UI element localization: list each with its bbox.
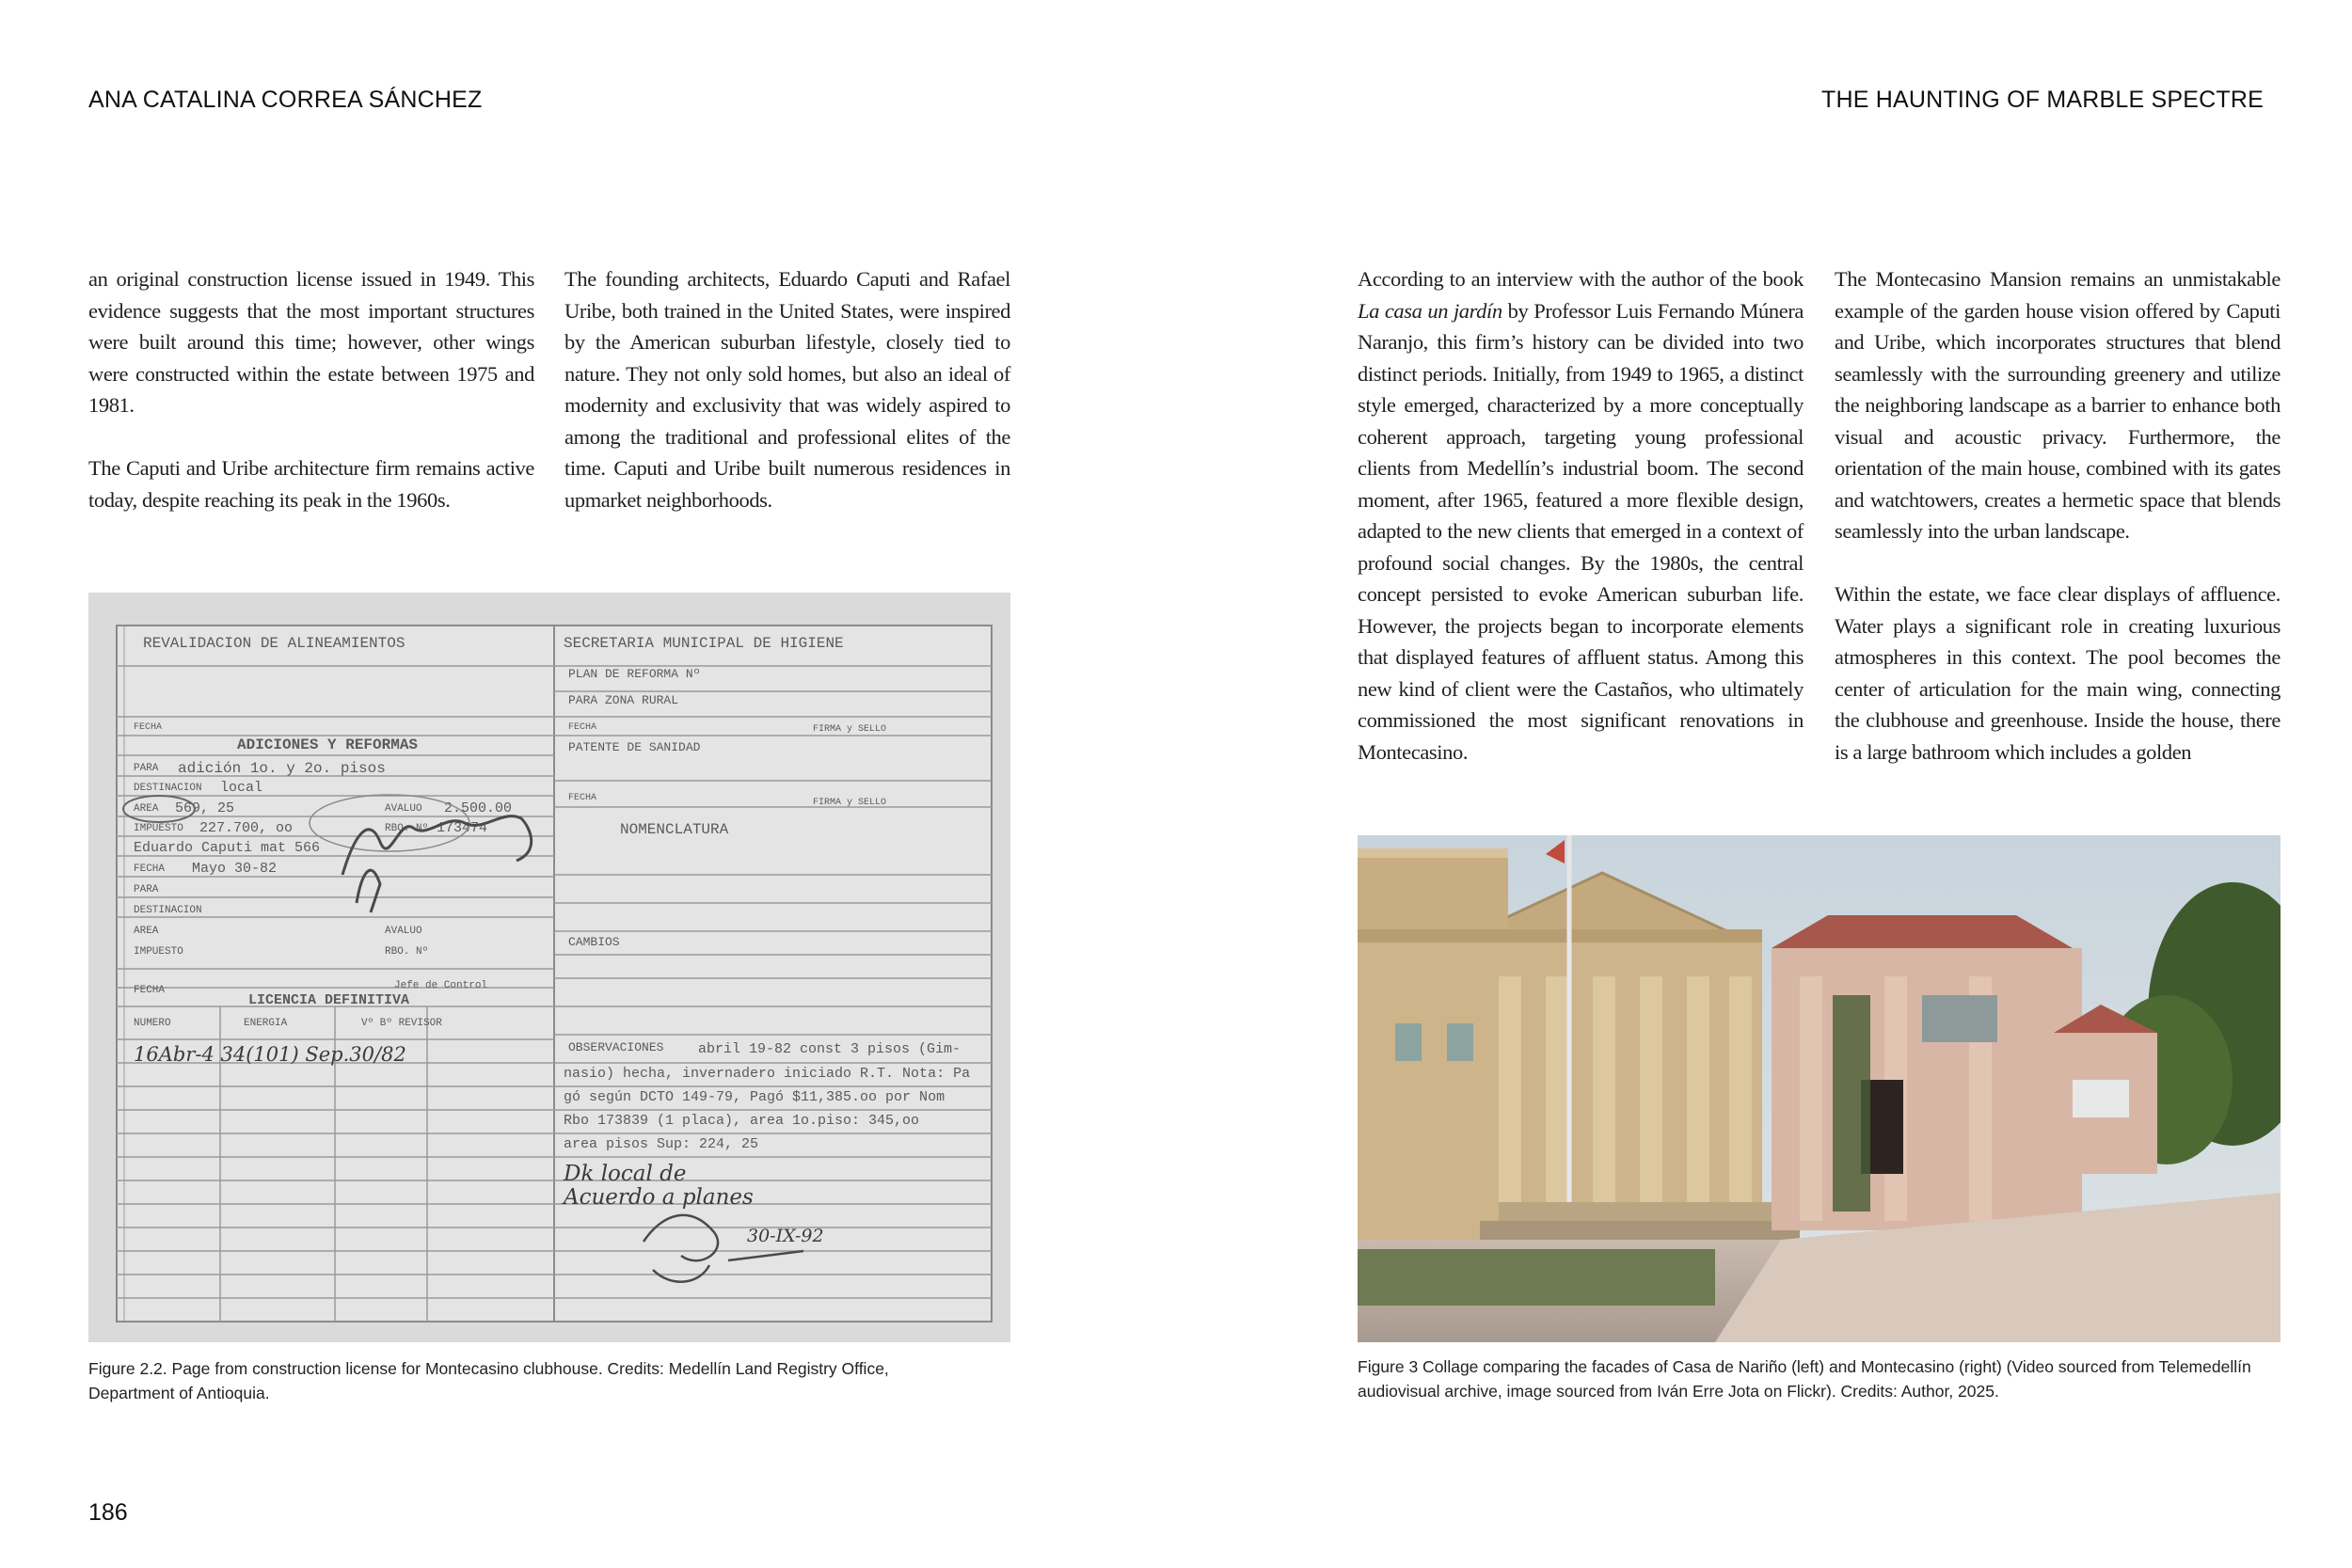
form-value: area pisos Sup: 224, 25	[564, 1136, 759, 1152]
form-label: IMPUESTO	[134, 946, 183, 958]
form-label: AVALUO	[385, 926, 422, 937]
form-label: PLAN DE REFORMA Nº	[568, 667, 701, 681]
form-value: 173474	[437, 820, 488, 836]
form-label: AREA	[134, 926, 159, 937]
form-label: FECHA	[568, 722, 597, 733]
form-label: LICENCIA DEFINITIVA	[248, 992, 410, 1008]
text-column-1	[88, 263, 534, 515]
form-value: 2.500.00	[444, 800, 513, 816]
form-label: AREA	[134, 803, 159, 815]
form-label: OBSERVACIONES	[568, 1040, 664, 1054]
form-label: FECHA	[568, 793, 597, 803]
running-head-author: ANA CATALINA CORREA SÁNCHEZ	[88, 87, 483, 113]
form-label: ADICIONES Y REFORMAS	[237, 736, 419, 753]
form-label: RBO. Nº	[385, 823, 429, 834]
form-value: Mayo 30-82	[192, 861, 278, 877]
paragraph: an original construction license issued in 1949. This evidence suggests that the most important structures were built around this time; however, other wings were constructed within the estate between 1975 and 1981.	[88, 267, 534, 417]
form-label: RBO. Nº	[385, 946, 429, 958]
form-label: FIRMA y SELLO	[813, 798, 887, 808]
form-label: CAMBIOS	[568, 935, 620, 949]
form-label: PARA ZONA RURAL	[568, 693, 679, 707]
form-value: Eduardo Caputi mat 566	[134, 840, 321, 856]
form-label: REVALIDACION DE ALINEAMIENTOS	[143, 635, 405, 652]
form-label: FECHA	[134, 985, 166, 996]
form-value: gó según DCTO 149-79, Pagó $11,385.oo por Nom	[564, 1089, 946, 1105]
form-label: FIRMA y SELLO	[813, 724, 887, 735]
paragraph-text: by Professor Luis Fernando Múnera Naranjo, this firm’s history can be divided into two distinct periods. Initially, from 1949 to 1965, a distinct style emerged, characterized by a more conceptually coherent approach, targeting young professional clients from Medellín’s industrial boom. The second moment, after 1965, featured a more flexible design, adapted to the new clients that emerged in a context of profound social changes. By the 1980s, the central concept persisted to evoke American suburban life. However, the projects began to incorporate elements that displayed features of affluent status. Among this new kind of client were the Castaños, who ultimately commissioned the most significant renovations in Montecasino.	[1358, 298, 1804, 764]
form-value: 569, 25	[175, 800, 235, 816]
form-label: DESTINACION	[134, 905, 202, 916]
paragraph: Within the estate, we face clear displays of affluence. Water plays a significant role in creating luxurious atmospheres in this context. The pool becomes the center of articulation for the main wing, connecting the clubhouse and greenhouse. Inside the house, there is a large bathroom which includes a golden	[1835, 582, 2280, 764]
form-label: NOMENCLATURA	[620, 821, 729, 838]
form-value: adición 1o. y 2o. pisos	[178, 760, 386, 777]
form-value: Rbo 173839 (1 placa), area 1o.piso: 345,oo	[564, 1113, 920, 1129]
paragraph-text: According to an interview with the author of the book	[1358, 267, 1804, 291]
form-label: DESTINACION	[134, 783, 202, 794]
license-form-scan	[88, 593, 1010, 1342]
form-value: local	[220, 780, 263, 796]
form-label: AVALUO	[385, 803, 422, 815]
form-label: FECHA	[134, 863, 166, 875]
form-label: NUMERO	[134, 1018, 171, 1029]
handwritten-note: Acuerdo a planes	[564, 1185, 754, 1210]
form-label: ENERGIA	[244, 1018, 288, 1029]
form-label: PARA	[134, 763, 159, 774]
figure-caption: Figure 2.2. Page from construction license for Montecasino clubhouse. Credits: Medellín Land Registry Office, Department of Antioquia.	[88, 1359, 889, 1402]
figure-construction-license	[88, 593, 1010, 1342]
text-column-2	[564, 263, 1010, 515]
form-value: 227.700, oo	[199, 820, 294, 836]
form-label: PARA	[134, 884, 159, 895]
paragraph: The Montecasino Mansion remains an unmistakable example of the garden house vision offered by Caputi and Uribe, which incorporates structures that blend seamlessly with the surrounding greenery and utilize the neighboring landscape as a barrier to enhance both visual and acoustic privacy. Furthermore, the orientation of the main house, combined with its gates and watchtowers, creates a hermetic space that blends seamlessly into the urban landscape.	[1835, 267, 2280, 543]
handwritten-date: 30-IX-92	[747, 1226, 824, 1246]
form-label: PATENTE DE SANIDAD	[568, 740, 701, 754]
text-column-3	[1358, 263, 1804, 768]
facades-photo	[1358, 835, 2280, 1342]
form-value: nasio) hecha, invernadero iniciado R.T. Nota: Pa	[564, 1066, 971, 1082]
text-column-4	[1835, 263, 2280, 768]
page-number: 186	[88, 1499, 128, 1526]
figure-facades-collage	[1358, 835, 2280, 1342]
running-head-title: THE HAUNTING OF MARBLE SPECTRE	[1821, 87, 2264, 113]
form-label: IMPUESTO	[134, 823, 183, 834]
paragraph: The Caputi and Uribe architecture firm remains active today, despite reaching its peak in the 1960s.	[88, 456, 534, 512]
handwritten-license-entry: 16Abr-4 34(101) Sep.30/82	[134, 1043, 406, 1066]
form-label: Jefe de Control	[394, 980, 488, 991]
book-title: La casa un jardín	[1358, 298, 1502, 323]
form-label: Vº Bº REVISOR	[361, 1018, 442, 1029]
form-label: SECRETARIA MUNICIPAL DE HIGIENE	[564, 635, 844, 652]
paragraph: The founding architects, Eduardo Caputi and Rafael Uribe, both trained in the United States, were inspired by the American suburban lifestyle, closely tied to nature. They not only sold homes, but also an ideal of modernity and exclusivity that was widely aspired to among the traditional and professional elites of the time. Caputi and Uribe built numerous residences in upmarket neighborhoods.	[564, 267, 1010, 512]
figure-caption: Figure 3 Collage comparing the facades of Casa de Nariño (left) and Montecasino (right) (Video sourced from Telemedellín audiovisual archive, image sourced from Iván Erre Jota on Flickr). Credits: Author, 2025.	[1358, 1357, 2251, 1401]
form-label: FECHA	[134, 722, 163, 733]
form-value: abril 19-82 const 3 pisos (Gim-	[698, 1041, 961, 1057]
handwritten-note: Dk local de	[564, 1162, 687, 1186]
paragraph	[1358, 263, 1804, 768]
